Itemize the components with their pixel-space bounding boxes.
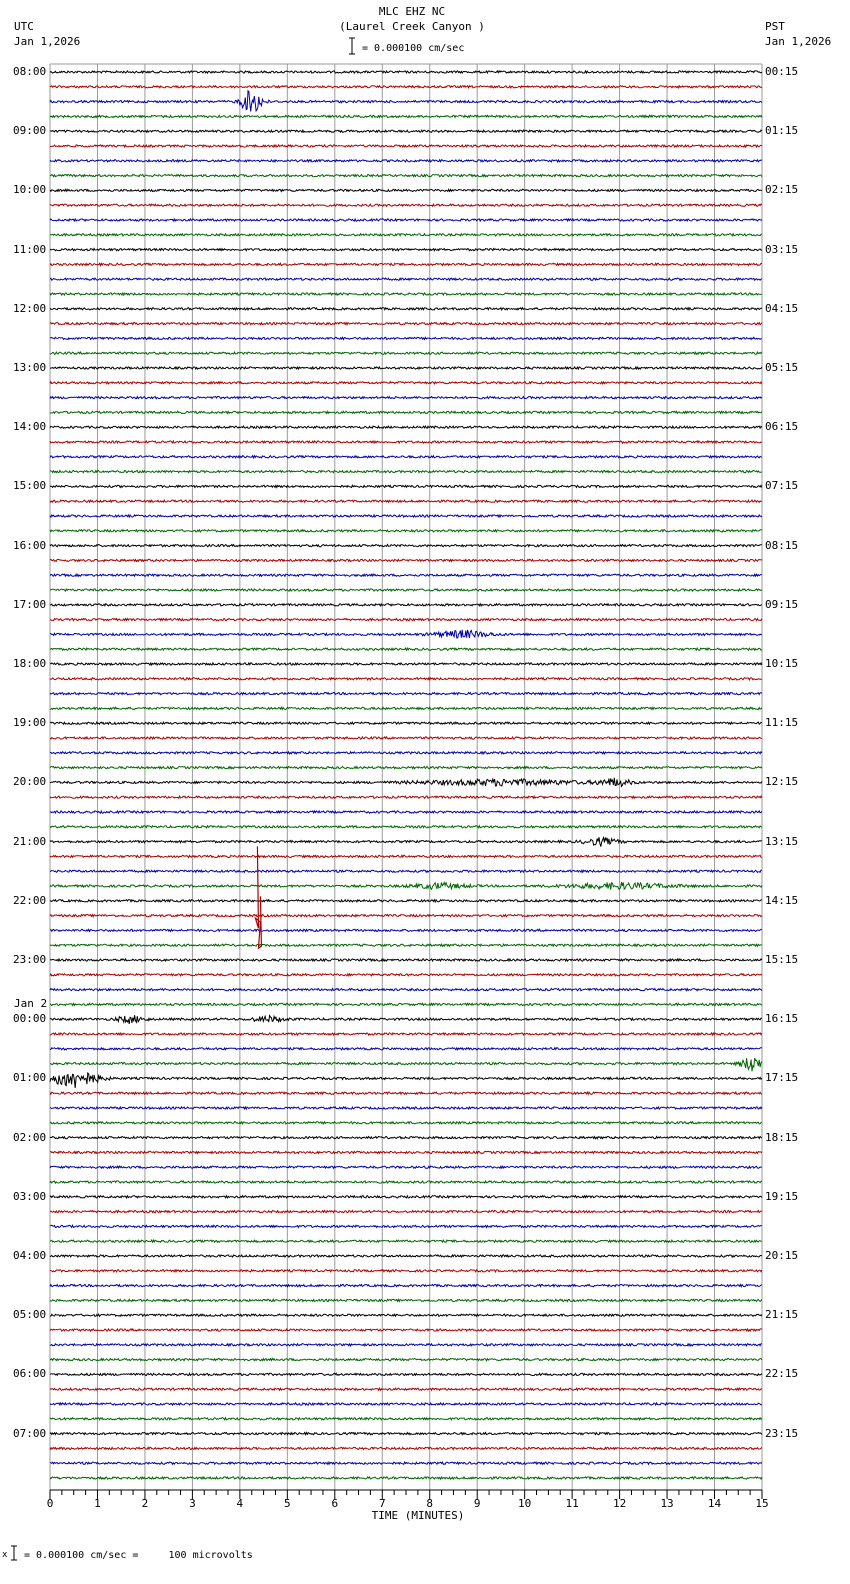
trace-38: [50, 630, 762, 638]
trace-94: [50, 1462, 762, 1464]
trace-18: [50, 337, 762, 339]
right-timezone: PST: [765, 20, 785, 33]
trace-85: [50, 1329, 762, 1331]
trace-49: [50, 796, 762, 798]
trace-66: [50, 1048, 762, 1050]
utc-hour-label: 17:00: [13, 597, 47, 611]
utc-hour-label: 16:00: [13, 538, 47, 552]
x-tick-label-14: 14: [707, 1497, 722, 1510]
x-tick-label-15: 15: [755, 1497, 769, 1510]
trace-47: [50, 767, 762, 769]
trace-90: [50, 1403, 762, 1405]
trace-93: [50, 1447, 762, 1449]
pst-hour-label: 06:15: [765, 420, 799, 434]
trace-group: [50, 71, 762, 1479]
trace-62: [50, 989, 762, 991]
utc-hour-label: 04:00: [13, 1249, 47, 1262]
trace-31: [50, 530, 762, 532]
trace-78: [50, 1225, 762, 1227]
trace-32: [50, 545, 762, 547]
scale-label: = 0.000100 cm/sec: [362, 43, 465, 54]
x-tick-label-11: 11: [565, 1497, 579, 1510]
footer-calibration: = 0.000100 cm/sec = 100 microvolts: [24, 1550, 253, 1561]
trace-86: [50, 1344, 762, 1346]
utc-hour-label: 18:00: [13, 657, 47, 670]
trace-92: [50, 1433, 762, 1435]
minute-grid: [50, 64, 762, 1490]
trace-61: [50, 974, 762, 976]
trace-67: [50, 1058, 762, 1071]
trace-56: [50, 900, 762, 902]
footer-prefix: x: [2, 1550, 8, 1560]
trace-14: [50, 278, 762, 280]
trace-33: [50, 559, 762, 561]
utc-hour-label: 15:00: [13, 479, 47, 493]
utc-hour-label: 22:00: [13, 893, 47, 907]
utc-hour-label: 02:00: [13, 1130, 47, 1144]
trace-83: [50, 1299, 762, 1301]
trace-17: [50, 323, 762, 325]
trace-2: [50, 91, 762, 112]
x-tick-label-5: 5: [284, 1497, 291, 1510]
trace-59: [50, 944, 762, 946]
trace-88: [50, 1373, 762, 1375]
pst-hour-label: 16:15: [765, 1012, 799, 1026]
trace-42: [50, 693, 762, 695]
utc-hour-label: 06:00: [13, 1367, 47, 1381]
utc-hour-label: 07:00: [13, 1426, 47, 1440]
utc-hour-label: 00:00: [13, 1012, 47, 1026]
x-tick-label-13: 13: [660, 1497, 674, 1510]
trace-72: [50, 1137, 762, 1139]
trace-91: [50, 1418, 762, 1420]
utc-hour-label: 05:00: [13, 1308, 47, 1322]
trace-5: [50, 145, 762, 147]
trace-79: [50, 1240, 762, 1242]
pst-hour-label: 18:15: [765, 1130, 799, 1144]
pst-hour-label: 15:15: [765, 953, 799, 966]
trace-74: [50, 1166, 762, 1168]
pst-hour-label: 13:15: [765, 834, 799, 848]
trace-1: [50, 86, 762, 88]
trace-35: [50, 589, 762, 591]
trace-24: [50, 426, 762, 428]
time-axis: [50, 1490, 762, 1499]
utc-hour-label: 21:00: [13, 834, 47, 848]
trace-26: [50, 456, 762, 458]
pst-hour-label: 05:15: [765, 361, 799, 374]
utc-hour-label: 19:00: [13, 716, 47, 730]
pst-hour-label: 20:15: [765, 1249, 799, 1262]
x-axis-label: TIME (MINUTES): [371, 1509, 465, 1522]
trace-40: [50, 663, 762, 665]
x-tick-label-0: 0: [46, 1497, 54, 1510]
trace-51: [50, 826, 762, 828]
trace-20: [50, 367, 762, 369]
trace-69: [50, 1092, 762, 1094]
pst-hour-label: 08:15: [765, 538, 799, 552]
x-tick-label-6: 6: [331, 1497, 339, 1510]
trace-48: [50, 778, 762, 787]
pst-hour-label: 19:15: [765, 1189, 799, 1203]
trace-63: [50, 1003, 762, 1005]
station-title: MLC EHZ NC: [378, 5, 446, 18]
utc-hour-label: 11:00: [13, 242, 47, 256]
trace-76: [50, 1196, 762, 1198]
trace-60: [50, 959, 762, 961]
trace-71: [50, 1122, 762, 1124]
trace-45: [50, 737, 762, 739]
trace-21: [50, 382, 762, 384]
next-day-label: Jan 2: [14, 997, 48, 1011]
x-tick-label-12: 12: [612, 1497, 627, 1510]
utc-hour-label: 01:00: [13, 1071, 47, 1085]
trace-16: [50, 308, 762, 310]
utc-hour-label: 23:00: [13, 953, 47, 966]
trace-50: [50, 811, 762, 813]
spike-0: [255, 846, 261, 948]
pst-hour-label: 00:15: [765, 65, 799, 78]
trace-55: [50, 882, 762, 889]
x-tick-label-1: 1: [94, 1497, 101, 1510]
pst-hour-label: 17:15: [765, 1071, 799, 1085]
trace-10: [50, 219, 762, 221]
trace-28: [50, 485, 762, 487]
utc-hour-label: 20:00: [13, 775, 47, 789]
x-tick-label-9: 9: [473, 1497, 481, 1510]
utc-hour-label: 12:00: [13, 301, 47, 315]
trace-73: [50, 1151, 762, 1153]
trace-75: [50, 1181, 762, 1183]
right-date: Jan 1,2026: [765, 35, 832, 48]
trace-39: [50, 648, 762, 650]
trace-27: [50, 471, 762, 473]
station-location: (Laurel Creek Canyon ): [339, 20, 485, 33]
pst-hour-label: 09:15: [765, 597, 799, 611]
x-tick-label-3: 3: [189, 1497, 196, 1510]
utc-hour-label: 09:00: [13, 124, 47, 138]
trace-46: [50, 752, 762, 754]
trace-3: [50, 115, 762, 117]
pst-hour-label: 01:15: [765, 124, 799, 138]
trace-65: [50, 1033, 762, 1035]
trace-95: [50, 1477, 762, 1479]
pst-hour-label: 02:15: [765, 183, 799, 197]
utc-hour-label: 10:00: [13, 183, 47, 197]
utc-hour-label: 08:00: [13, 65, 47, 78]
x-tick-label-4: 4: [236, 1497, 244, 1510]
trace-52: [50, 837, 762, 846]
left-date: Jan 1,2026: [14, 35, 81, 48]
trace-81: [50, 1270, 762, 1272]
pst-hour-label: 03:15: [765, 242, 799, 256]
trace-29: [50, 500, 762, 502]
trace-41: [50, 678, 762, 680]
trace-53: [50, 855, 762, 857]
trace-80: [50, 1255, 762, 1257]
trace-9: [50, 204, 762, 206]
trace-11: [50, 234, 762, 236]
x-tick-label-7: 7: [378, 1497, 386, 1510]
x-tick-label-10: 10: [518, 1497, 532, 1510]
trace-82: [50, 1285, 762, 1287]
trace-30: [50, 515, 762, 517]
trace-0: [50, 71, 762, 73]
pst-hour-label: 12:15: [765, 775, 799, 789]
pst-hour-label: 10:15: [765, 657, 799, 670]
x-tick-label-8: 8: [426, 1497, 434, 1510]
trace-6: [50, 160, 762, 162]
trace-64: [50, 1015, 762, 1024]
left-timezone: UTC: [14, 20, 34, 33]
trace-8: [50, 189, 762, 191]
trace-37: [50, 619, 762, 621]
pst-hour-label: 23:15: [765, 1426, 799, 1440]
trace-70: [50, 1107, 762, 1109]
trace-57: [50, 915, 762, 917]
pst-hour-label: 14:15: [765, 893, 799, 907]
pst-hour-label: 22:15: [765, 1367, 799, 1381]
trace-12: [50, 249, 762, 251]
trace-19: [50, 352, 762, 354]
trace-22: [50, 397, 762, 399]
pst-hour-label: 21:15: [765, 1308, 799, 1322]
utc-hour-label: 03:00: [13, 1189, 47, 1203]
trace-13: [50, 263, 762, 265]
utc-hour-label: 13:00: [13, 361, 47, 374]
utc-hour-label: 14:00: [13, 420, 47, 434]
trace-34: [50, 574, 762, 576]
trace-43: [50, 707, 762, 709]
trace-89: [50, 1388, 762, 1390]
trace-77: [50, 1211, 762, 1213]
trace-25: [50, 441, 762, 443]
trace-4: [50, 130, 762, 132]
trace-7: [50, 175, 762, 177]
trace-87: [50, 1359, 762, 1361]
trace-36: [50, 604, 762, 606]
trace-58: [50, 929, 762, 931]
trace-84: [50, 1314, 762, 1316]
trace-15: [50, 293, 762, 295]
trace-68: [50, 1073, 762, 1088]
trace-44: [50, 722, 762, 724]
pst-hour-label: 07:15: [765, 479, 799, 493]
pst-hour-label: 04:15: [765, 301, 799, 315]
pst-hour-label: 11:15: [765, 716, 799, 730]
trace-54: [50, 870, 762, 872]
x-tick-label-2: 2: [141, 1497, 149, 1510]
trace-23: [50, 411, 762, 413]
